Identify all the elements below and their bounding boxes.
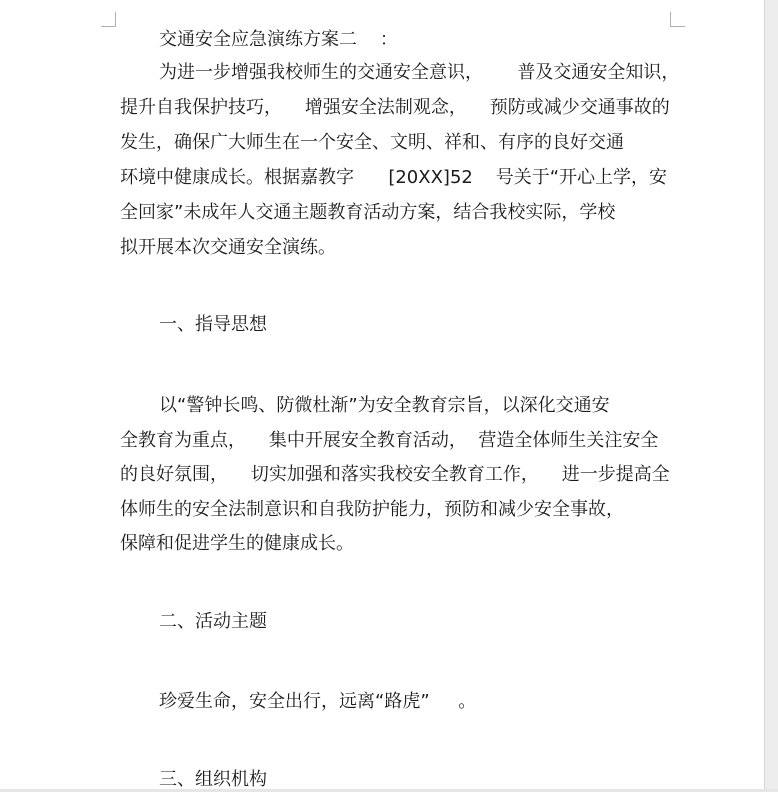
crop-mark-top-right (670, 12, 685, 27)
section-heading: 一、指导思想 (159, 314, 267, 335)
doc-line: 保障和促进学生的健康成长。 (120, 533, 354, 554)
crop-mark-top-left (101, 12, 116, 27)
doc-line: 发生，确保广大师生在一个安全、文明、祥和、有序的良好交通 (120, 132, 624, 153)
section-heading: 三、组织机构 (159, 769, 267, 790)
doc-line: 全教育为重点， 集中开展安全教育活动， 营造全体师生关注安全 (120, 430, 659, 451)
doc-line: 的良好氛围， 切实加强和落实我校安全教育工作， 进一步提高全 (120, 464, 670, 485)
doc-line: 环境中健康成长。根据嘉教字 [20XX]52 号关于“开心上学，安 (120, 167, 668, 188)
vertical-scrollbar[interactable] (764, 0, 778, 789)
doc-line: 为进一步增强我校师生的交通安全意识， 普及交通安全知识， (159, 62, 680, 83)
doc-line: 全回家”未成年人交通主题教育活动方案，结合我校实际，学校 (120, 202, 616, 223)
doc-line: 以“警钟长鸣、防微杜渐”为安全教育宗旨，以深化交通安 (159, 395, 610, 416)
doc-line: 提升自我保护技巧， 增强安全法制观念， 预防或减少交通事故的 (120, 97, 670, 118)
doc-line: 珍爱生命，安全出行，远离“路虎” 。 (159, 691, 477, 712)
doc-line: 拟开展本次交通安全演练。 (120, 237, 336, 258)
section-heading: 二、活动主题 (159, 611, 267, 632)
doc-line: 体师生的安全法制意识和自我防护能力，预防和减少安全事故， (120, 499, 624, 520)
doc-title: 交通安全应急演练方案二 ： (159, 29, 398, 50)
